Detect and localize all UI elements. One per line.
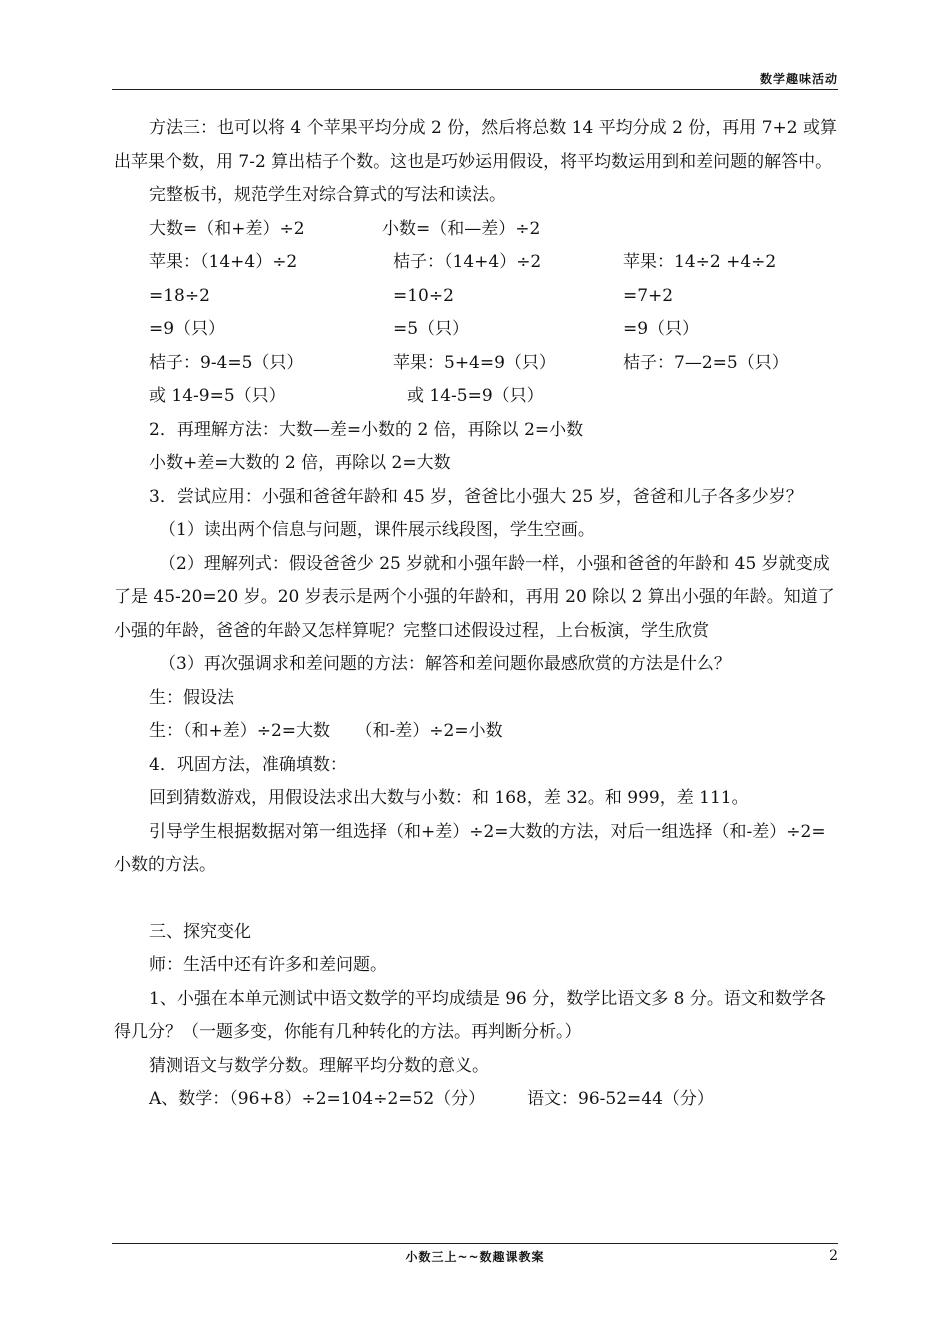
paragraph-consolidate: 4．巩固方法，准确填数： <box>149 754 347 775</box>
formula-cell: 桔子：9-4=5（只） <box>149 352 304 373</box>
header-rule <box>112 89 838 90</box>
paragraph-step-2: （2）理解列式：假设爸爸少 25 岁就和小强年龄一样，小强和爸爸的年龄和 45 岁就变成了是 45-20=20 岁。20 岁表示是两个小强的年龄和，再用 20 除以 2 算出小强的年龄。知道了小强的年龄，爸爸的年龄又怎样算呢？完整口述假设过程，上台板演，学生欣赏 <box>114 553 835 641</box>
formula-row <box>114 380 838 414</box>
answer-chinese: 语文：96-52=44（分） <box>527 1089 714 1109</box>
formula-cell: 小数=（和—差）÷2 <box>382 218 541 239</box>
answer-math: A、数学：（96+8）÷2=104÷2=52（分） <box>149 1089 486 1109</box>
formula-cell: =5（只） <box>393 319 470 339</box>
formula-row <box>114 347 838 381</box>
page-number: 2 <box>829 1248 838 1264</box>
formula-cell: 桔子：7—2=5（只） <box>623 352 789 373</box>
formula-cell: =7+2 <box>623 285 674 306</box>
document-body <box>114 112 838 1117</box>
paragraph-guess-scores: 猜测语文与数学分数。理解平均分数的意义。 <box>149 1055 489 1076</box>
formula-cell: 大数=（和+差）÷2 <box>149 218 305 239</box>
formula-row <box>114 280 838 314</box>
paragraph-understand-method: 2．再理解方法：大数—差=小数的 2 倍，再除以 2=小数 <box>149 419 584 440</box>
paragraph-problem-1: 1、小强在本单元测试中语文数学的平均成绩是 96 分，数学比语文多 8 分。语文和数学各得几分？（一题多变，你能有几种转化的方法。再判断分析。） <box>114 988 826 1042</box>
formula-cell: 苹果：14÷2 +4÷2 <box>623 252 777 272</box>
paragraph-student-formula: 生：（和+差）÷2=大数 （和-差）÷2=小数 <box>149 721 503 741</box>
page-footer-title: 小数三上~~数趣课教案 <box>405 1250 545 1264</box>
spacer <box>114 883 838 916</box>
paragraph-guide-students: 引导学生根据数据对第一组选择（和+差）÷2=大数的方法，对后一组选择（和-差）÷2=小数的方法。 <box>114 821 826 875</box>
formula-cell: 或 14-5=9（只） <box>407 386 544 406</box>
paragraph-board-writing: 完整板书，规范学生对综合算式的写法和读法。 <box>149 185 506 205</box>
paragraph-try-apply: 3．尝试应用：小强和爸爸年龄和 45 岁，爸爸比小强大 25 岁，爸爸和儿子各多少岁？ <box>149 486 803 507</box>
page-header-title: 数学趣味活动 <box>759 72 838 86</box>
formula-row <box>114 246 838 280</box>
formula-cell: 或 14-9=5（只） <box>149 386 286 406</box>
paragraph-teacher: 师：生活中还有许多和差问题。 <box>149 955 387 975</box>
paragraph-step-3: （3）再次强调求和差问题的方法：解答和差问题你最感欣赏的方法是什么？ <box>159 654 731 674</box>
formula-cell: =9（只） <box>149 319 226 339</box>
formula-cell: =10÷2 <box>393 285 454 306</box>
section-heading: 三、探究变化 <box>149 921 251 942</box>
formula-cell: =18÷2 <box>149 285 210 306</box>
formula-cell: 苹果：（14+4）÷2 <box>149 252 298 272</box>
formula-row <box>114 313 838 347</box>
formula-cell: 桔子：（14+4）÷2 <box>393 252 542 272</box>
paragraph-guess-game: 回到猜数游戏，用假设法求出大数与小数：和 168，差 32。和 999，差 111。 <box>149 788 749 808</box>
formula-cell: 苹果：5+4=9（只） <box>393 352 556 373</box>
footer-rule <box>112 1243 838 1244</box>
paragraph-student-answer: 生：假设法 <box>149 687 234 708</box>
paragraph-method-three: 方法三：也可以将 4 个苹果平均分成 2 份，然后将总数 14 平均分成 2 份，再用 7+2 或算出苹果个数，用 7-2 算出桔子个数。这也是巧妙运用假设，将平均数运用到和差问题的解答中。 <box>114 118 837 172</box>
paragraph-step-1: （1）读出两个信息与问题，课件展示线段图，学生空画。 <box>159 520 595 540</box>
paragraph-small-plus-diff: 小数+差=大数的 2 倍，再除以 2=大数 <box>149 453 451 473</box>
formula-row <box>114 213 838 247</box>
formula-cell: =9（只） <box>623 319 700 339</box>
answer-row <box>114 1083 838 1117</box>
